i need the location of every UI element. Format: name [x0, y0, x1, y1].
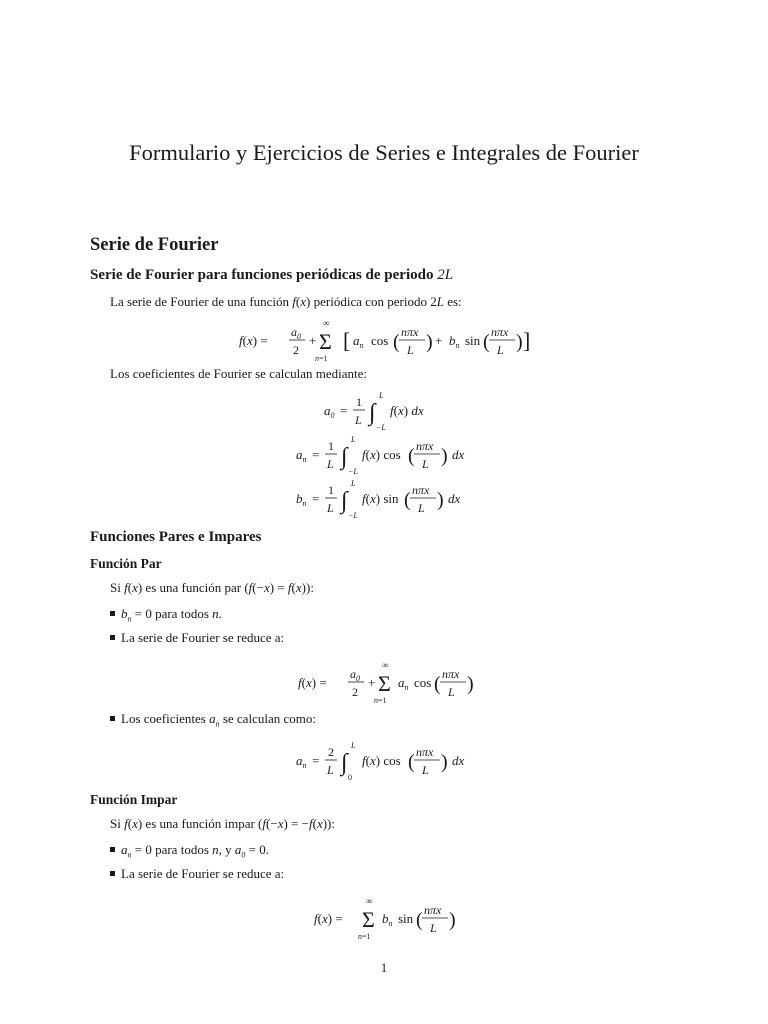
bullet-icon [110, 716, 115, 721]
svg-text:1: 1 [328, 483, 334, 497]
svg-text:∞: ∞ [323, 318, 330, 328]
svg-text:): ) [426, 331, 433, 353]
even-bullet-an-coefficients: Los coeficientes $a_n$ se calculan como: [110, 711, 316, 729]
svg-text:]: ] [523, 328, 531, 353]
bullet-icon [110, 847, 115, 852]
svg-text:(: ( [404, 489, 411, 511]
svg-text:L: L [355, 413, 362, 427]
svg-text:f(x) dx: f(x) dx [390, 403, 424, 418]
svg-text:f(x) =: f(x) = [239, 333, 268, 348]
svg-text:a0: $a_0$ [324, 403, 335, 420]
an-equation [0, 434, 768, 482]
svg-text:): ) [441, 751, 448, 773]
svg-text:nπx: nπx [424, 903, 442, 917]
section-heading-fourier-series: Serie de Fourier [90, 235, 219, 255]
svg-text:nπx: nπx [416, 745, 434, 759]
svg-text:∞: ∞ [382, 660, 389, 670]
svg-text:(: ( [393, 331, 400, 353]
svg-text:Σ: Σ [362, 907, 375, 932]
svg-text:): ) [437, 489, 444, 511]
svg-text:(: ( [483, 331, 490, 353]
svg-text:−L: −L [348, 511, 358, 520]
svg-text:cos: cos [371, 333, 389, 348]
svg-text:a0: $a_0$ [291, 325, 301, 341]
svg-text:L: L [407, 343, 414, 357]
svg-text:dx: dx [448, 491, 461, 506]
svg-text:L: L [351, 479, 356, 488]
svg-text:bn: $b_n$ [449, 333, 460, 350]
page-number: 1 [380, 960, 388, 975]
coefficients-intro: Los coeficientes de Fourier se calculan mediante: [110, 366, 368, 381]
odd-series-equation [0, 896, 768, 948]
even-bullet-reduces [110, 630, 284, 646]
svg-text:∫: ∫ [341, 444, 348, 470]
subsection-heading-periodic: Serie de Fourier para funciones periódicas de periodo 2L [90, 267, 454, 283]
svg-text:L: L [327, 501, 334, 515]
even-intro: Si f(x) es una función par (f(−x) = f(x)): [110, 580, 314, 595]
svg-text:[: [ [343, 328, 351, 353]
subsection-heading-odd: Función Impar [90, 792, 178, 807]
svg-text:L: L [422, 763, 429, 777]
svg-text:sin: sin [465, 333, 481, 348]
svg-text:1: 1 [328, 439, 334, 453]
svg-text:(: ( [408, 445, 415, 467]
svg-text:a0: $a_0$ [350, 667, 360, 683]
svg-text:nπx: nπx [442, 667, 460, 681]
document-title: Formulario y Ejercicios de Series e Integrales de Fourier [129, 140, 639, 165]
svg-text:): ) [441, 445, 448, 467]
even-an-equation [0, 740, 768, 788]
svg-text:an: $a_n$ [398, 675, 409, 692]
svg-text:2: 2 [328, 745, 334, 759]
bullet-icon [110, 635, 115, 640]
section-heading-even-odd: Funciones Pares e Impares [90, 529, 262, 545]
svg-text:bn: $b_n$ [296, 491, 307, 508]
svg-text:L: L [448, 685, 455, 699]
svg-text:+: + [368, 675, 376, 690]
svg-text:L: L [497, 343, 504, 357]
svg-text:bn: $b_n$ [382, 911, 393, 928]
svg-text:n=1: n=1 [374, 696, 387, 705]
svg-text:0: 0 [348, 773, 352, 782]
svg-text:2: 2 [293, 343, 299, 357]
svg-text:+: + [309, 333, 317, 348]
odd-bullet-reduces [110, 866, 284, 882]
svg-text:∫: ∫ [341, 750, 348, 776]
svg-text:L: L [351, 435, 356, 444]
svg-text:=: = [312, 491, 320, 506]
svg-text:an: $a_n$ [296, 447, 307, 464]
svg-text:∫: ∫ [369, 400, 376, 426]
svg-text:1: 1 [356, 395, 362, 409]
svg-text:L: L [379, 391, 384, 400]
svg-text:L: L [327, 457, 334, 471]
even-bullet-bn-zero: $b_n = 0$ para todos n. [110, 606, 222, 624]
svg-text:+: + [435, 333, 443, 348]
svg-text:L: L [422, 457, 429, 471]
svg-text:−L: −L [348, 467, 358, 476]
odd-bullet-an-zero: $a_n = 0$ para todos n, y $a_0 = 0$. [110, 842, 269, 860]
svg-text:): ) [449, 909, 456, 931]
svg-text:an: $a_n$ [296, 753, 307, 770]
bullet-icon [110, 871, 115, 876]
svg-text:2: 2 [352, 685, 358, 699]
svg-text:nπx: nπx [491, 325, 509, 339]
svg-text:n=1: n=1 [315, 354, 328, 363]
even-series-equation [0, 660, 768, 712]
svg-text:Σ: Σ [319, 329, 332, 354]
svg-text:f(x) cos: f(x) cos [362, 753, 401, 768]
svg-text:∫: ∫ [341, 488, 348, 514]
bullet-icon [110, 611, 115, 616]
svg-text:nπx: nπx [412, 483, 430, 497]
subsection-heading-even: Función Par [90, 556, 162, 571]
svg-text:(: ( [416, 909, 423, 931]
svg-text:nπx: nπx [416, 439, 434, 453]
svg-text:an: $a_n$ [353, 333, 364, 350]
svg-text:f(x) cos: f(x) cos [362, 447, 401, 462]
fourier-series-equation [0, 318, 768, 370]
svg-text:(: ( [408, 751, 415, 773]
svg-text:L: L [351, 741, 356, 750]
svg-text:L: L [327, 763, 334, 777]
svg-text:f(x) =: f(x) = [298, 675, 327, 690]
svg-text:L: L [418, 501, 425, 515]
svg-text:nπx: nπx [401, 325, 419, 339]
bullet-text: La serie de Fourier se reduce a: [121, 866, 285, 881]
svg-text:=: = [312, 753, 320, 768]
svg-text:): ) [516, 331, 523, 353]
svg-text:dx: dx [452, 753, 465, 768]
svg-text:(: ( [434, 673, 441, 695]
svg-text:dx: dx [452, 447, 465, 462]
svg-text:sin: sin [398, 911, 414, 926]
intro-paragraph: La serie de Fourier de una función f(x) periódica con periodo 2L es: [110, 294, 462, 309]
svg-text:Σ: Σ [378, 671, 391, 696]
a0-equation [0, 390, 768, 438]
svg-text:L: L [430, 921, 437, 935]
svg-text:∞: ∞ [366, 896, 373, 906]
svg-text:f(x) sin: f(x) sin [362, 491, 399, 506]
svg-text:=: = [312, 447, 320, 462]
svg-text:n=1: n=1 [358, 932, 371, 941]
svg-text:=: = [340, 403, 348, 418]
bn-equation [0, 478, 768, 526]
bullet-text: La serie de Fourier se reduce a: [121, 630, 285, 645]
svg-text:−L: −L [376, 423, 386, 432]
odd-intro: Si f(x) es una función impar (f(−x) = −f(x)): [110, 816, 335, 831]
svg-text:): ) [467, 673, 474, 695]
svg-text:cos: cos [414, 675, 432, 690]
svg-text:f(x) =: f(x) = [314, 911, 343, 926]
